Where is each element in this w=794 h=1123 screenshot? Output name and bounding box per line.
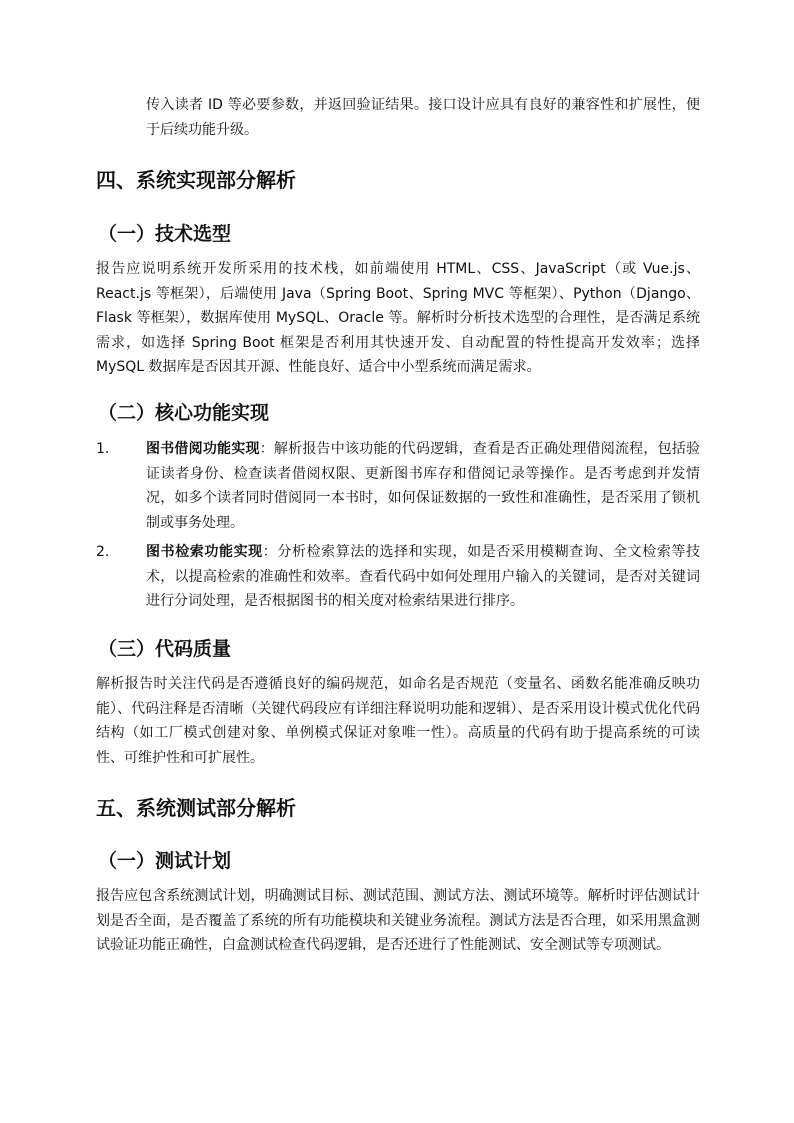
list-item — [96, 540, 700, 614]
test-plan-paragraph: 报告应包含系统测试计划，明确测试目标、测试范围、测试方法、测试环境等。解析时评估测试计划是否全面，是否覆盖了系统的所有功能模块和关键业务流程。测试方法是否合理，如采用黑盒测试验证功能正确性，白盒测试检查代码逻辑，是否还进行了性能测试、安全测试等专项测试。 — [96, 888, 700, 953]
intro-continuation-paragraph: 传入读者 ID 等必要参数，并返回验证结果。接口设计应具有良好的兼容性和扩展性，便于后续功能升级。 — [146, 97, 700, 138]
section5-sub1-heading: （一）测试计划 — [98, 850, 232, 872]
list-item — [96, 437, 700, 535]
list-item-text: ：解析报告中该功能的代码逻辑，查看是否正确处理借阅流程，包括验证读者身份、检查读者借阅权限、更新图书库存和借阅记录等操作。是否考虑到并发情况，如多个读者同时借阅同一本书时，如何保证数据的一致性和准确性，是否采用了锁机制或事务处理。 — [146, 441, 701, 531]
list-item-number: 1. — [96, 441, 110, 457]
list-item-text: ：分析检索算法的选择和实现，如是否采用模糊查询、全文检索等技术，以提高检索的准确性和效率。查看代码中如何处理用户输入的关键词，是否对关键词进行分词处理，是否根据图书的相关度对检索结果进行排序。 — [146, 544, 701, 609]
section4-sub3-heading: （三）代码质量 — [98, 638, 232, 660]
list-item-title: 图书借阅功能实现 — [146, 441, 260, 457]
list-item-title: 图书检索功能实现 — [146, 544, 263, 560]
tech-selection-paragraph: 报告应说明系统开发所采用的技术栈，如前端使用 HTML、CSS、JavaScript（或 Vue.js、React.js 等框架），后端使用 Java（Spring Boot、Spring MVC 等框架）、Python（Django、Flask 等框架），数据库使用 MySQL、Oracle 等。解析时分析技术选型的合理性，是否满足系统需求，如选择 Spring Boot 框架是否利用其快速开发、自动配置的特性提高开发效率；选择 MySQL 数据库是否因其开源、性能良好、适合中小型系统而满足需求。 — [96, 261, 700, 375]
section5-heading: 五、系统测试部分解析 — [96, 796, 296, 820]
section4-sub2-heading: （二）核心功能实现 — [98, 402, 270, 424]
section4-heading: 四、系统实现部分解析 — [96, 168, 296, 192]
list-item-number: 2. — [96, 544, 110, 560]
section4-sub1-heading: （一）技术选型 — [98, 223, 232, 245]
code-quality-paragraph: 解析报告时关注代码是否遵循良好的编码规范，如命名是否规范（变量名、函数名能准确反映功能）、代码注释是否清晰（关键代码段应有详细注释说明功能和逻辑）、是否采用设计模式优化代码结构（如工厂模式创建对象、单例模式保证对象唯一性）。高质量的代码有助于提高系统的可读性、可维护性和可扩展性。 — [96, 676, 700, 766]
